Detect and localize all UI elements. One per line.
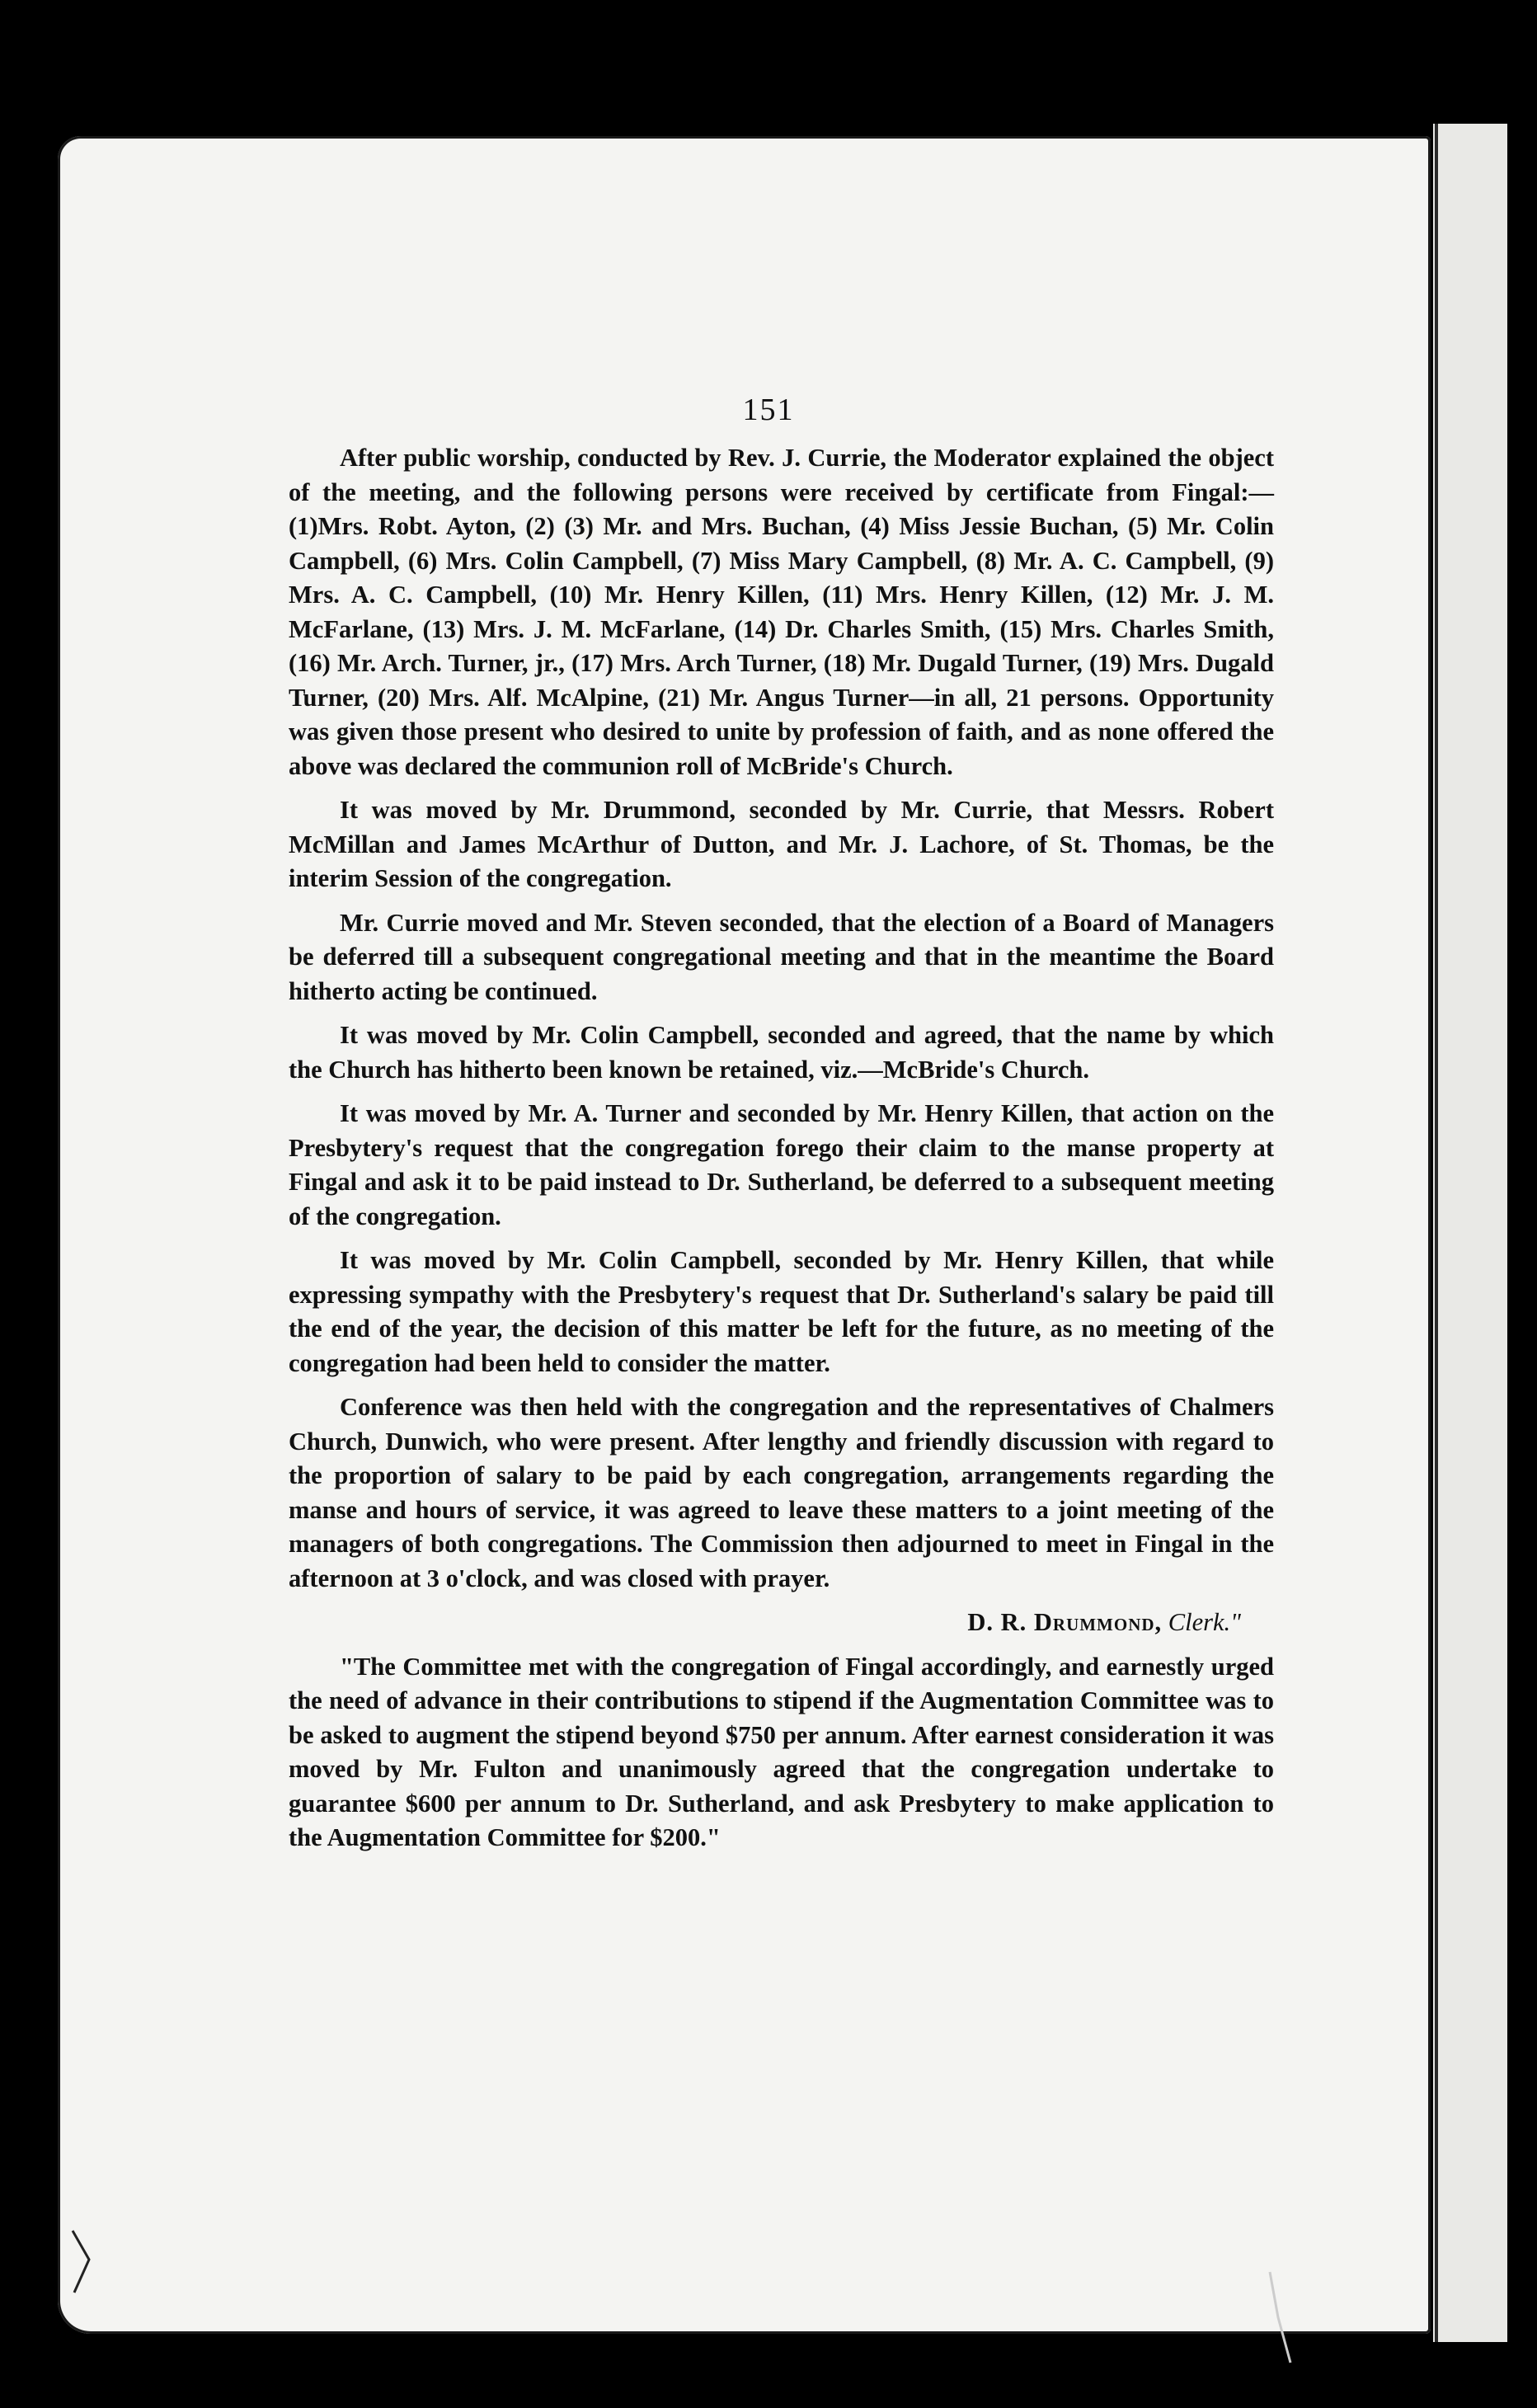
- paragraph-salary: It was moved by Mr. Colin Campbell, seconded by Mr. Henry Killen, that while expressing sympathy with the Presbytery's request that Dr. Sutherland's salary be paid till the end of the year, the decision of this matter be left for the future, as no meeting of the congregation had been held to consider the matter.: [289, 1246, 1274, 1377]
- scan-artifact-mark: [1253, 2268, 1303, 2367]
- paragraph-church-name: It was moved by Mr. Colin Campbell, seconded and agreed, that the name by which the Church has hitherto been known be retained, viz.—McBride's Church.: [289, 1021, 1274, 1084]
- signature-name: D. R. Drummond,: [967, 1608, 1163, 1636]
- paragraph-board-managers: Mr. Currie moved and Mr. Steven seconded, that the election of a Board of Managers be deferred till a subsequent congregational meeting and that in the meantime the Board hitherto acting be continued.: [289, 908, 1274, 1005]
- page-gutter-line: [1435, 124, 1438, 2342]
- paragraph-manse-property: It was moved by Mr. A. Turner and seconded by Mr. Henry Killen, that action on the Presbytery's request that the congregation forego their claim to the manse property at Fingal and ask it to be paid instead to Dr. Sutherland, be deferred to a subsequent meeting of the congregation.: [289, 1099, 1274, 1230]
- adjacent-page-edge: [1433, 124, 1507, 2342]
- page-number: 151: [742, 393, 795, 427]
- document-body: [289, 441, 1274, 1865]
- signature-line: [289, 1606, 1274, 1640]
- paragraph-interim-session: It was moved by Mr. Drummond, seconded by Mr. Currie, that Messrs. Robert McMillan and James McArthur of Dutton, and Mr. J. Lachore, of St. Thomas, be the interim Session of the congregation.: [289, 796, 1274, 892]
- page-curl-mark: [64, 2227, 114, 2301]
- signature-title: Clerk.": [1168, 1608, 1241, 1636]
- paragraph-committee: "The Committee met with the congregation of Fingal accordingly, and earnestly urged the need of advance in their contributions to stipend if the Augmentation Committee was to be asked to augment the stipend beyond $750 per annum. After earnest consideration it was moved by Mr. Fulton and unanimously agreed that the congregation undertake to guarantee $600 per annum to Dr. Sutherland, and ask Presbytery to make application to the Augmentation Committee for $200.": [289, 1652, 1274, 1851]
- paragraph-conference: Conference was then held with the congregation and the representatives of Chalmers Church, Dunwich, who were present. After lengthy and friendly discussion with regard to the proportion of salary to be paid by each congregation, arrangements regarding the manse and hours of service, it was agreed to leave these matters to a joint meeting of the managers of both congregations. The Commission then adjourned to meet in Fingal in the afternoon at 3 o'clock, and was closed with prayer.: [289, 1393, 1274, 1592]
- paragraph-certificates: After public worship, conducted by Rev. J. Currie, the Moderator explained the object of the meeting, and the following persons were received by certificate from Fingal:—(1)Mrs. Robt. Ayton, (2) (3) Mr. and Mrs. Buchan, (4) Miss Jessie Buchan, (5) Mr. Colin Campbell, (6) Mrs. Colin Campbell, (7) Miss Mary Campbell, (8) Mr. A. C. Campbell, (9) Mrs. A. C. Campbell, (10) Mr. Henry Killen, (11) Mrs. Henry Killen, (12) Mr. J. M. McFarlane, (13) Mrs. J. M. McFarlane, (14) Dr. Charles Smith, (15) Mrs. Charles Smith, (16) Mr. Arch. Turner, jr., (17) Mrs. Arch Turner, (18) Mr. Dugald Turner, (19) Mrs. Dugald Turner, (20) Mrs. Alf. McAlpine, (21) Mr. Angus Turner—in all, 21 persons. Opportunity was given those present who desired to unite by profession of faith, and as none offered the above was declared the communion roll of McBride's Church.: [289, 444, 1274, 780]
